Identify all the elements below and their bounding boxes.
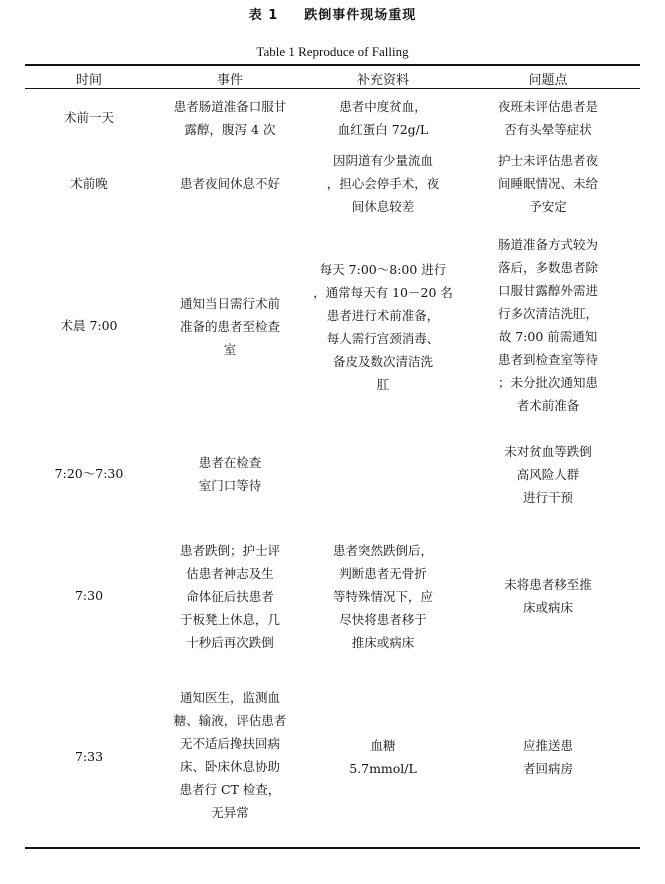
text-line: 口服甘露醇外需进	[497, 283, 598, 298]
row-6-info	[302, 734, 464, 780]
top-rule	[25, 64, 640, 66]
text-line: 高风险人群	[516, 467, 580, 482]
text-line: 患者在检查	[198, 455, 262, 470]
text-line: 术前一天	[63, 110, 114, 125]
table-number: 表 1	[248, 8, 279, 23]
row-2-issue	[468, 149, 628, 218]
text-line: 间睡眠情况、未给	[497, 176, 598, 191]
table-title-english: Table 1 Reproduce of Falling	[256, 44, 409, 59]
text-line: 患者突然跌倒后，	[332, 543, 433, 558]
text-line: 糖、输液，评估患者	[173, 713, 287, 728]
row-5-event	[155, 539, 305, 654]
row-5-info	[302, 539, 464, 654]
row-1-event	[155, 95, 305, 141]
text-line: 血糖	[370, 738, 396, 753]
text-line: 患者跌倒；护士评	[179, 543, 280, 558]
text-line: 通知医生，监测血	[179, 690, 280, 705]
text-line: 未将患者移至推	[504, 577, 592, 592]
table-title: 跌倒事件现场重现	[304, 8, 417, 23]
row-3-issue	[468, 233, 628, 417]
row-3-time	[30, 314, 148, 337]
text-line: 患者夜间休息不好	[179, 176, 280, 191]
text-line: 7:20～7:30	[54, 466, 124, 481]
text-line: 肛	[376, 377, 390, 392]
text-line: 每天 7:00～8:00 进行	[319, 262, 447, 277]
text-line: 患者肠道准备口服甘	[173, 99, 287, 114]
text-line: 命体征后扶患者	[186, 589, 274, 604]
text-line: 术晨 7:00	[60, 318, 118, 333]
row-4-issue	[468, 440, 628, 509]
bottom-rule	[25, 847, 640, 849]
text-line: 于板凳上休息，几	[179, 612, 280, 627]
text-line: ，通常每天有 10－20 名	[313, 285, 453, 300]
text-line: 肠道准备方式较为	[497, 237, 598, 252]
row-2-time	[30, 172, 148, 195]
text-line: 血红蛋白 72g/L	[337, 122, 429, 137]
text-line: 每人需行宫颈消毒、	[326, 331, 440, 346]
text-line: 无不适后搀扶回病	[179, 736, 280, 751]
text-line: 否有头晕等症状	[504, 122, 592, 137]
text-line: 应推送患	[522, 738, 573, 753]
text-line: 无异常	[211, 805, 249, 820]
text-line: 尽快将患者移于	[339, 612, 427, 627]
row-2-event	[155, 172, 305, 195]
row-6-event	[155, 686, 305, 824]
header-event: 事件	[216, 73, 243, 88]
text-line: 备皮及数次清洁洗	[332, 354, 433, 369]
row-3-event	[155, 292, 305, 361]
row-4-time	[30, 462, 148, 485]
text-line: 患者行 CT 检查，	[179, 782, 281, 797]
text-line: 等特殊情况下，应	[332, 589, 433, 604]
row-1-issue	[468, 95, 628, 141]
text-line: 夜班未评估患者是	[497, 99, 598, 114]
text-line: 室	[223, 342, 237, 357]
text-line: 进行干预	[522, 490, 573, 505]
text-line: 因阴道有少量流血	[332, 153, 433, 168]
text-line: 护士未评估患者夜	[497, 153, 598, 168]
text-line: 术前晚	[70, 176, 108, 191]
text-line: 5.7mmol/L	[349, 761, 417, 776]
text-line: 床或病床	[522, 600, 573, 615]
row-6-time	[30, 745, 148, 768]
text-line: 予安定	[529, 199, 567, 214]
text-line: 者术前准备	[516, 398, 580, 413]
row-6-issue	[468, 734, 628, 780]
text-line: 患者中度贫血，	[339, 99, 427, 114]
text-line: 患者进行术前准备，	[326, 308, 440, 323]
row-1-time	[30, 106, 148, 129]
text-line: 室门口等待	[198, 478, 262, 493]
text-line: 未对贫血等跌倒	[504, 444, 592, 459]
table-caption	[0, 4, 665, 23]
text-line: 露醇，腹泻 4 次	[184, 122, 276, 137]
row-4-event	[155, 451, 305, 497]
row-5-time	[30, 584, 148, 607]
text-line: 十秒后再次跌倒	[186, 635, 274, 650]
text-line: 推床或病床	[351, 635, 415, 650]
text-line: 落后，多数患者除	[497, 260, 598, 275]
text-line: 行多次清洁洗肛，	[497, 306, 598, 321]
text-line: 床、卧床休息协助	[179, 759, 280, 774]
header-rule	[25, 88, 640, 89]
header-issue: 问题点	[528, 73, 568, 88]
text-line: 故 7:00 前需通知	[498, 329, 598, 344]
text-line: 7:33	[74, 749, 104, 764]
text-line: 者回病房	[522, 761, 573, 776]
text-line: 判断患者无骨折	[339, 566, 427, 581]
text-line: ，担心会停手术，夜	[326, 176, 440, 191]
text-line: 通知当日需行术前	[179, 296, 280, 311]
text-line: 间休息较差	[351, 199, 415, 214]
text-line: 准备的患者至检查	[179, 319, 280, 334]
header-time: 时间	[75, 73, 102, 88]
text-line: ；未分批次通知患	[497, 375, 598, 390]
text-line: 估患者神志及生	[186, 566, 274, 581]
text-line: 患者到检查室等待	[497, 352, 598, 367]
header-info: 补充资料	[356, 73, 409, 88]
row-2-info	[302, 149, 464, 218]
row-3-info	[302, 258, 464, 396]
text-line: 7:30	[74, 588, 104, 603]
row-1-info	[302, 95, 464, 141]
row-5-issue	[468, 573, 628, 619]
